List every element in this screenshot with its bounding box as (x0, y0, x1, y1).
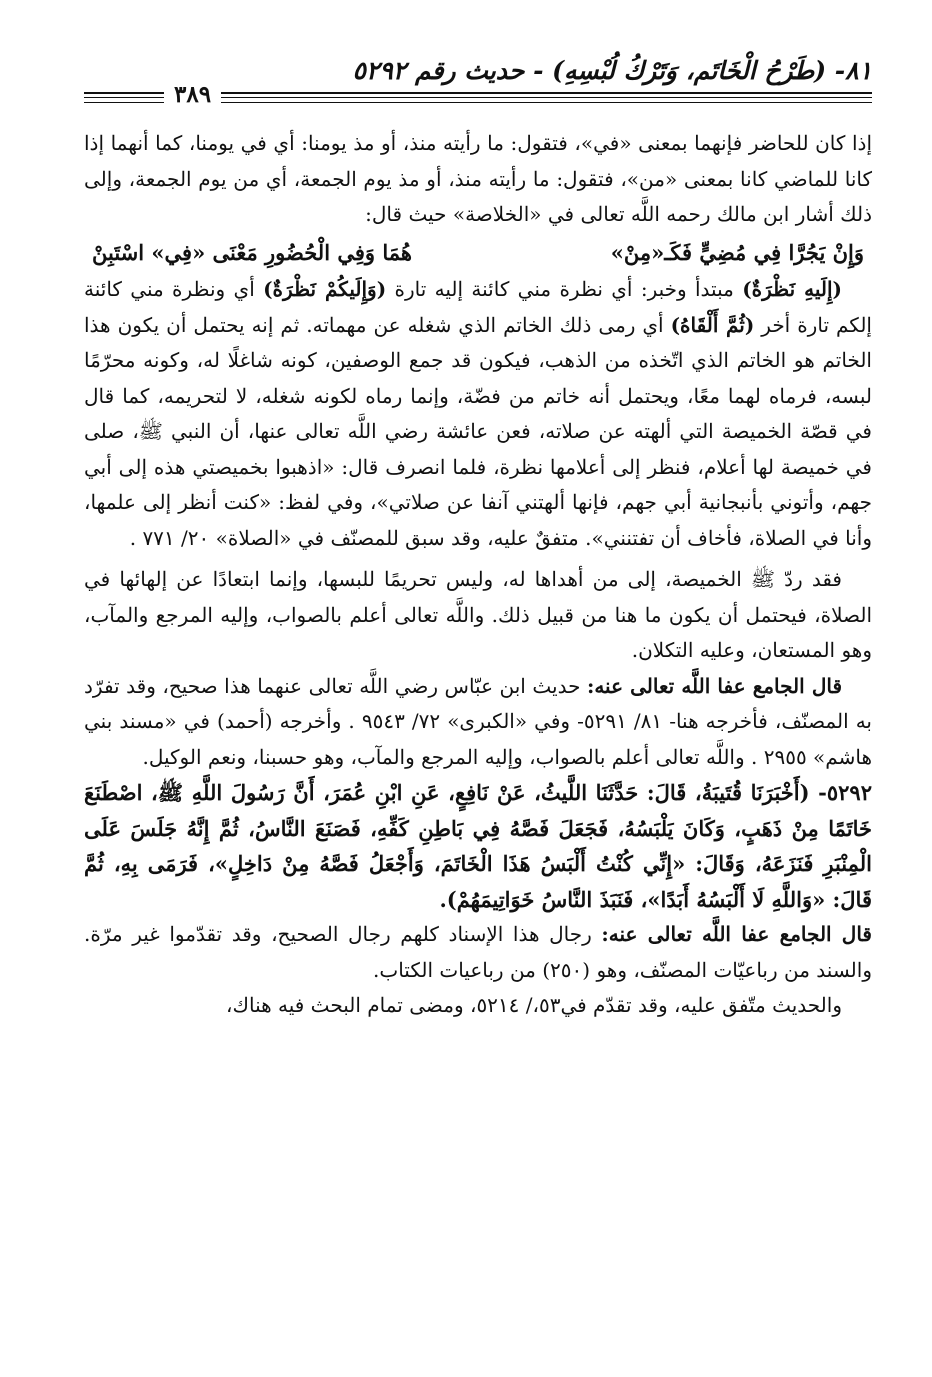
paragraph-text: حديث ابن عبّاس رضي اللَّه تعالى عنهما هذا صحيح، وقد تفرّد به المصنّف، فأخرجه هنا- ٨١/ ٥٢٩١- وفي «الكبرى» ٧٢/ ٩٥٤٣ . وأخرجه (أحمد) في «مسند بني هاشم» ٢٩٥٥ . واللَّه تعالى أعلم بالصواب، وإليه المرجع والمآب، وهو حسبنا، ونعم الوكيل. (84, 673, 872, 769)
verse-first-hemistich: وَإِنْ يَجُرَّا فِي مُضِيٍّ فَكَـ«مِنْ» (610, 239, 864, 265)
paragraph (84, 272, 872, 556)
paragraph-text: رجال هذا الإسناد كلهم رجال الصحيح، وقد تقدّموا غير مرّة. والسند من رباعيّات المصنّف، وهو (٢٥٠) من رباعيات الكتاب. (84, 922, 872, 982)
running-title: ٨١- (طَرْحُ الْخَاتَم، وَتَرْكُ لُبْسِهِ) - حديث رقم ٥٢٩٢ (352, 56, 872, 85)
page-header (84, 56, 872, 106)
page-number: ٣٨٩ (164, 81, 221, 108)
hadith-text: ٥٢٩٢- (أَخْبَرَنَا قُتَيبَةُ، قَالَ: حَدَّثَنَا اللَّيثُ، عَنْ نَافِعٍ، عَنِ ابْنِ عُمَرَ، أَنَّ رَسُولَ اللَّهِ ﷺ، اصْطَنَعَ خَاتَمًا مِنْ ذَهَبٍ، وَكَانَ يَلْبَسُهُ، فَجَعَلَ فَصَّهُ فِي بَاطِنِ كَفِّهِ، فَصَنَعَ النَّاسُ، ثُمَّ إِنَّهُ جَلَسَ عَلَى الْمِنْبَرِ فَنَزَعَهُ، وَقَالَ: «إِنِّي كُنْتُ أَلْبَسُ هَذَا الْخَاتَمَ، وَأَجْعَلُ فَصَّهُ مِنْ دَاخِلٍ»، فَرَمَى بِهِ، ثُمَّ قَالَ: «وَاللَّهِ لَا أَلْبَسُهُ أَبَدًا»، فَنَبَذَ النَّاسُ خَوَاتِيمَهُمْ). (84, 780, 872, 912)
author-heading: قال الجامع عفا اللَّه تعالى عنه: (601, 922, 872, 946)
paragraph: إذا كان للحاضر فإنهما بمعنى «في»، فتقول: ما رأيته منذ، أو مذ يومنا: أي في يومنا، كما أنهما إذا كانا للماضي كانا بمعنى «من»، فتقول: ما رأيته منذ، أو مذ يوم الجمعة، أي من يوم الجمعة، وإلى ذلك أشار ابن مالك رحمه اللَّه تعالى في «الخلاصة» حيث قال: (84, 131, 872, 226)
paragraph-text: أي رمى ذلك الخاتم الذي شغله عن مهماته. ثم إنه يحتمل أن يكون هذا الخاتم هو الخاتم الذي اتّخذه من الذهب، فيكون قد جمع الوصفين، كونه شاغلًا له، وكونه محرّمًا لبسه، فرماه لهما معًا، ويحتمل أنه خاتم من فضّة، وإنما رماه لكونه شغله، لا لتحريمه، كما قال في قصّة الخميصة التي ألهته عن صلاته، فعن عائشة رضي اللَّه تعالى عنها، أن النبي ﷺ، صلى في خميصة لها أعلام، فنظر إلى أعلامها نظرة، فلما انصرف قال: «اذهبوا بخميصتي هذه إلى أبي جهم، وأتوني بأنبجانية أبي جهم، فإنها ألهتني آنفا عن صلاتي»، وفي لفظ: «كنت أنظر إلى علمها، وأنا في الصلاة، فأخاف أن تفتنني». متفقٌ عليه، وقد سبق للمصنّف في «الصلاة» ٢٠/ ٧٧١ . (84, 312, 872, 550)
paragraph (84, 669, 872, 776)
page-body (84, 126, 872, 1024)
paragraph (84, 917, 872, 988)
quoted-phrase: (إِلَيهِ نَظْرَةٌ) (742, 277, 842, 301)
quoted-phrase: (ثُمَّ أَلْقَاهُ) (670, 312, 755, 337)
paragraph-text: أي ونظرة مني كائنة إلكم تارة أخر (84, 277, 872, 337)
verse-second-hemistich: هُمَا وَفِي الْحُضُورِ مَعْنَى «فِي» اسْتَبِنْ (92, 239, 412, 265)
paragraph-text: مبتدأ وخبر: أي نظرة مني كائنة إليه تارة (386, 277, 743, 301)
author-heading: قال الجامع عفا اللَّه تعالى عنه: (586, 673, 843, 698)
paragraph: فقد ردّ ﷺ الخميصة، إلى من أهداها له، وليس تحريمًا للبسها، وإنما ابتعادًا عن إلهائها في الصلاة، فيحتمل أن يكون ما هنا من قبيل ذلك. واللَّه تعالى أعلم بالصواب، وإليه المرجع والمآب، وهو المستعان، وعليه التكلان. (84, 567, 872, 662)
poetry-verse (84, 233, 872, 273)
paragraph: والحديث متّفق عليه، وقد تقدّم في٥٣،/ ٥٢١٤، ومضى تمام البحث فيه هناك، (226, 993, 842, 1017)
quoted-phrase: (وَإِلَيكُمْ نَظْرَةٌ) (263, 277, 387, 301)
